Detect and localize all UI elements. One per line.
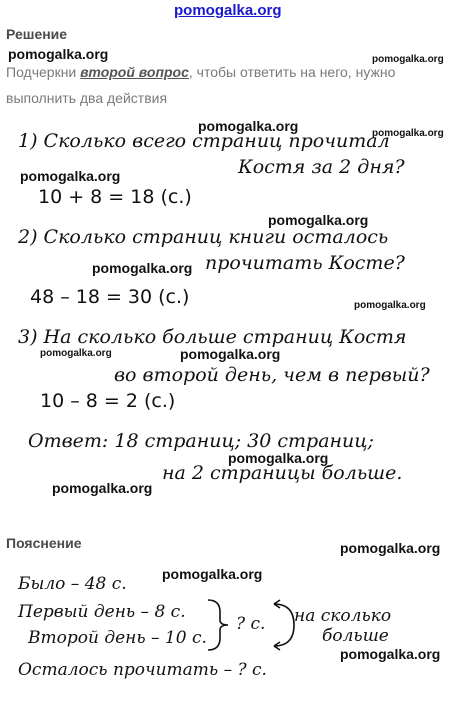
- instruction-text: , чтобы ответить на него, нужно: [188, 64, 396, 80]
- compare-line-2: больше: [322, 626, 389, 646]
- equation-3: 10 – 8 = 2 (с.): [40, 390, 176, 412]
- watermark: pomogalka.org: [372, 54, 444, 65]
- solution-heading: Решение: [6, 26, 68, 42]
- answer-line-1: Ответ: 18 страниц; 30 страниц;: [28, 430, 374, 452]
- watermark: pomogalka.org: [268, 212, 369, 228]
- explanation-line-remaining: Осталось прочитать – ? с.: [18, 660, 267, 680]
- site-link[interactable]: pomogalka.org: [174, 2, 282, 19]
- question-1-line-1: 1) Сколько всего страниц прочитал: [18, 130, 390, 152]
- question-1-line-2: Костя за 2 дня?: [238, 156, 405, 178]
- equation-2: 48 – 18 = 30 (с.): [30, 286, 190, 308]
- equation-1: 10 + 8 = 18 (с.): [38, 186, 192, 208]
- instruction-text: Подчеркни: [6, 64, 81, 80]
- brace-label: ? с.: [236, 614, 266, 634]
- question-2-line-2: прочитать Косте?: [205, 252, 405, 274]
- watermark: pomogalka.org: [162, 566, 263, 582]
- explanation-line-day-2: Второй день – 10 с.: [28, 628, 207, 648]
- watermark: pomogalka.org: [198, 118, 299, 134]
- instruction-line-1: [6, 64, 395, 80]
- watermark: pomogalka.org: [340, 646, 441, 662]
- watermark: pomogalka.org: [92, 260, 193, 276]
- watermark: pomogalka.org: [20, 168, 121, 184]
- watermark: pomogalka.org: [52, 480, 153, 496]
- instruction-line-2: выполнить два действия: [6, 90, 168, 106]
- explanation-line-day-1: Первый день – 8 с.: [18, 602, 186, 622]
- question-2-line-1: 2) Сколько страниц книги осталось: [18, 226, 389, 248]
- question-3-line-2: во второй день, чем в первый?: [114, 364, 430, 386]
- compare-line-1: на сколько: [294, 606, 392, 626]
- watermark: pomogalka.org: [372, 128, 444, 139]
- watermark: pomogalka.org: [40, 348, 112, 359]
- explanation-heading: Пояснение: [6, 535, 82, 551]
- watermark: pomogalka.org: [340, 540, 441, 556]
- question-3-line-1: 3) На сколько больше страниц Костя: [18, 326, 407, 348]
- watermark: pomogalka.org: [8, 46, 109, 62]
- watermark: pomogalka.org: [228, 450, 329, 466]
- answer-line-2: на 2 страницы больше.: [162, 462, 403, 484]
- instruction-emphasis: второй вопрос: [80, 64, 189, 80]
- watermark: pomogalka.org: [354, 300, 426, 311]
- watermark: pomogalka.org: [180, 346, 281, 362]
- explanation-line-total: Было – 48 с.: [18, 574, 127, 594]
